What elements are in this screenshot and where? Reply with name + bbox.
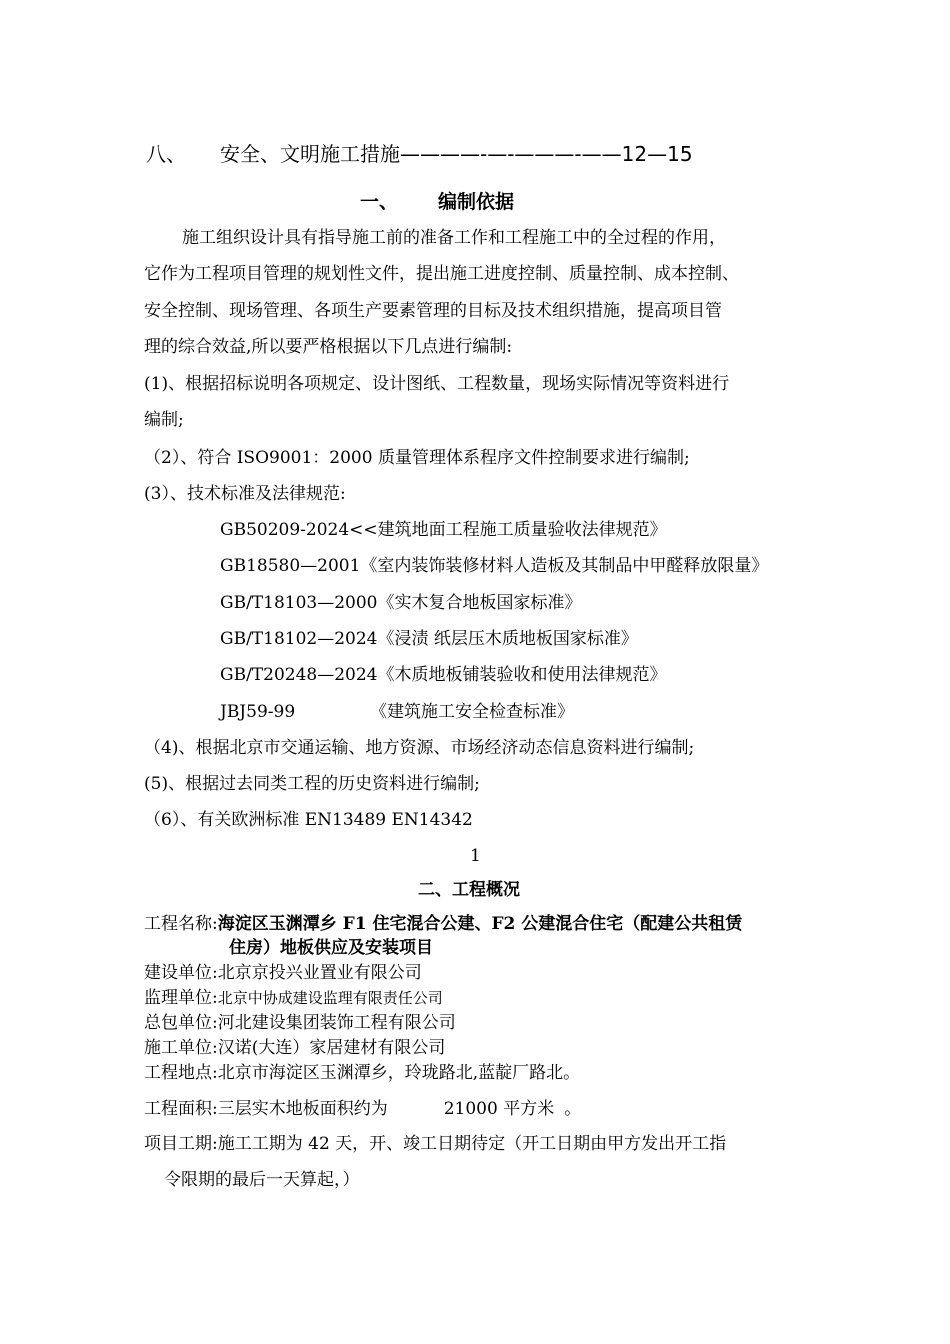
- basis-item-4: （4)、根据北京市交通运输、地方资源、市场经济动态信息资料进行编制;: [144, 738, 695, 758]
- toc-pages: 12—15: [621, 142, 693, 166]
- period-row: [144, 1132, 726, 1156]
- period-label: 项目工期:: [144, 1134, 218, 1154]
- standard-name: <<建筑地面工程施工质量验收法律规范》: [349, 520, 667, 540]
- standard-row: [220, 663, 666, 687]
- info-row: [144, 986, 443, 1010]
- section1-para-line: 安全控制、现场管理、各项生产要素管理的目标及技术组织措施，提高项目管: [144, 301, 722, 321]
- standard-code: JBJ59-99: [220, 702, 296, 722]
- info-value: 河北建设集团装饰工程有限公司: [217, 1013, 456, 1033]
- area-text: 三层实木地板面积约为: [217, 1099, 388, 1119]
- project-name-cont: 住房）地板供应及安装项目: [229, 938, 433, 958]
- standard-name: 《浸渍 纸层压木质地板国家标准》: [377, 629, 638, 649]
- page-number: 1: [470, 846, 481, 866]
- toc-title: 安全、文明施工措施: [220, 142, 400, 166]
- standard-row: [220, 518, 667, 542]
- standard-code: GB/T18102—2024: [220, 629, 378, 649]
- standard-code: GB/T20248—2024: [220, 665, 378, 685]
- standard-name: 《木质地板铺装验收和使用法律规范》: [377, 665, 667, 685]
- project-name-value: 海淀区玉渊潭乡 F1 住宅混合公建、F2 公建混合住宅（配建公共租赁: [217, 914, 743, 934]
- standard-name: 《实木复合地板国家标准》: [377, 593, 582, 613]
- basis-item-2: （2）、符合 ISO9001：2000 质量管理体系程序文件控制要求进行编制;: [144, 448, 690, 468]
- section1-para-line: 施工组织设计具有指导施工前的准备工作和工程施工中的全过程的作用，: [182, 228, 726, 248]
- info-label: 总包单位:: [144, 1013, 218, 1033]
- standard-code: GB/T18103—2000: [220, 593, 378, 613]
- area-label: 工程面积:: [144, 1099, 218, 1119]
- info-row: [144, 1011, 456, 1035]
- section1-title: 编制依据: [438, 191, 515, 213]
- area-value: 21000 平方米: [443, 1099, 555, 1119]
- standard-row: [220, 554, 768, 578]
- info-label: 施工单位:: [144, 1038, 218, 1058]
- period-value: 施工工期为 42 天，开、竣工日期待定（开工日期由甲方发出开工指: [217, 1134, 727, 1154]
- info-label: 监理单位:: [144, 988, 218, 1008]
- basis-item-1-cont: 编制;: [144, 410, 184, 430]
- standard-name: 《建筑施工安全检查标准》: [370, 702, 574, 722]
- info-value: 汉诺(大连）家居建材有限公司: [217, 1038, 446, 1058]
- section1-para-line: 理的综合效益,所以要严格根据以下几点进行编制:: [144, 337, 513, 357]
- basis-item-3: (3）、技术标准及法律规范:: [144, 484, 346, 504]
- info-value: 北京京投兴业置业有限公司: [217, 963, 422, 983]
- info-value: 北京市海淀区玉渊潭乡，玲珑路北,蓝靛厂路北。: [217, 1063, 581, 1083]
- toc-leader: ————-—-———-——: [400, 142, 622, 166]
- project-name-row: [144, 912, 742, 936]
- standard-code: GB50209-2024: [220, 520, 350, 540]
- basis-item-1: (1)、根据招标说明各项规定、设计图纸、工程数量，现场实际情况等资料进行: [144, 374, 730, 394]
- info-row: [144, 1061, 580, 1085]
- standard-row: [220, 591, 581, 615]
- area-end: 。: [564, 1099, 582, 1119]
- info-label: 建设单位:: [144, 963, 218, 983]
- toc-number: 八、: [146, 142, 186, 166]
- toc-entry: [146, 140, 693, 168]
- standard-row: [220, 627, 638, 651]
- standard-name: 《室内装饰装修材料人造板及其制品中甲醛释放限量》: [360, 556, 769, 576]
- info-row: [144, 1036, 445, 1060]
- basis-item-5: (5)、根据过去同类工程的历史资料进行编制;: [144, 774, 480, 794]
- standard-code: GB18580—2001: [220, 556, 361, 576]
- basis-item-6: （6）、有关欧洲标准 EN13489 EN14342: [144, 810, 473, 830]
- period-cont: 令限期的最后一天算起，）: [164, 1170, 360, 1190]
- section2-heading: 二、工程概况: [418, 880, 520, 900]
- info-value: 北京中协成建设监理有限责任公司: [217, 989, 443, 1007]
- section1-para-line: 它作为工程项目管理的规划性文件，提出施工进度控制、质量控制、成本控制、: [144, 264, 739, 284]
- info-row: [144, 961, 422, 985]
- project-name-label: 工程名称:: [144, 914, 218, 934]
- info-label: 工程地点:: [144, 1063, 218, 1083]
- section1-number: 一、: [360, 191, 399, 213]
- section1-heading: [360, 188, 514, 216]
- standard-row: [220, 700, 574, 724]
- area-row: [144, 1097, 581, 1121]
